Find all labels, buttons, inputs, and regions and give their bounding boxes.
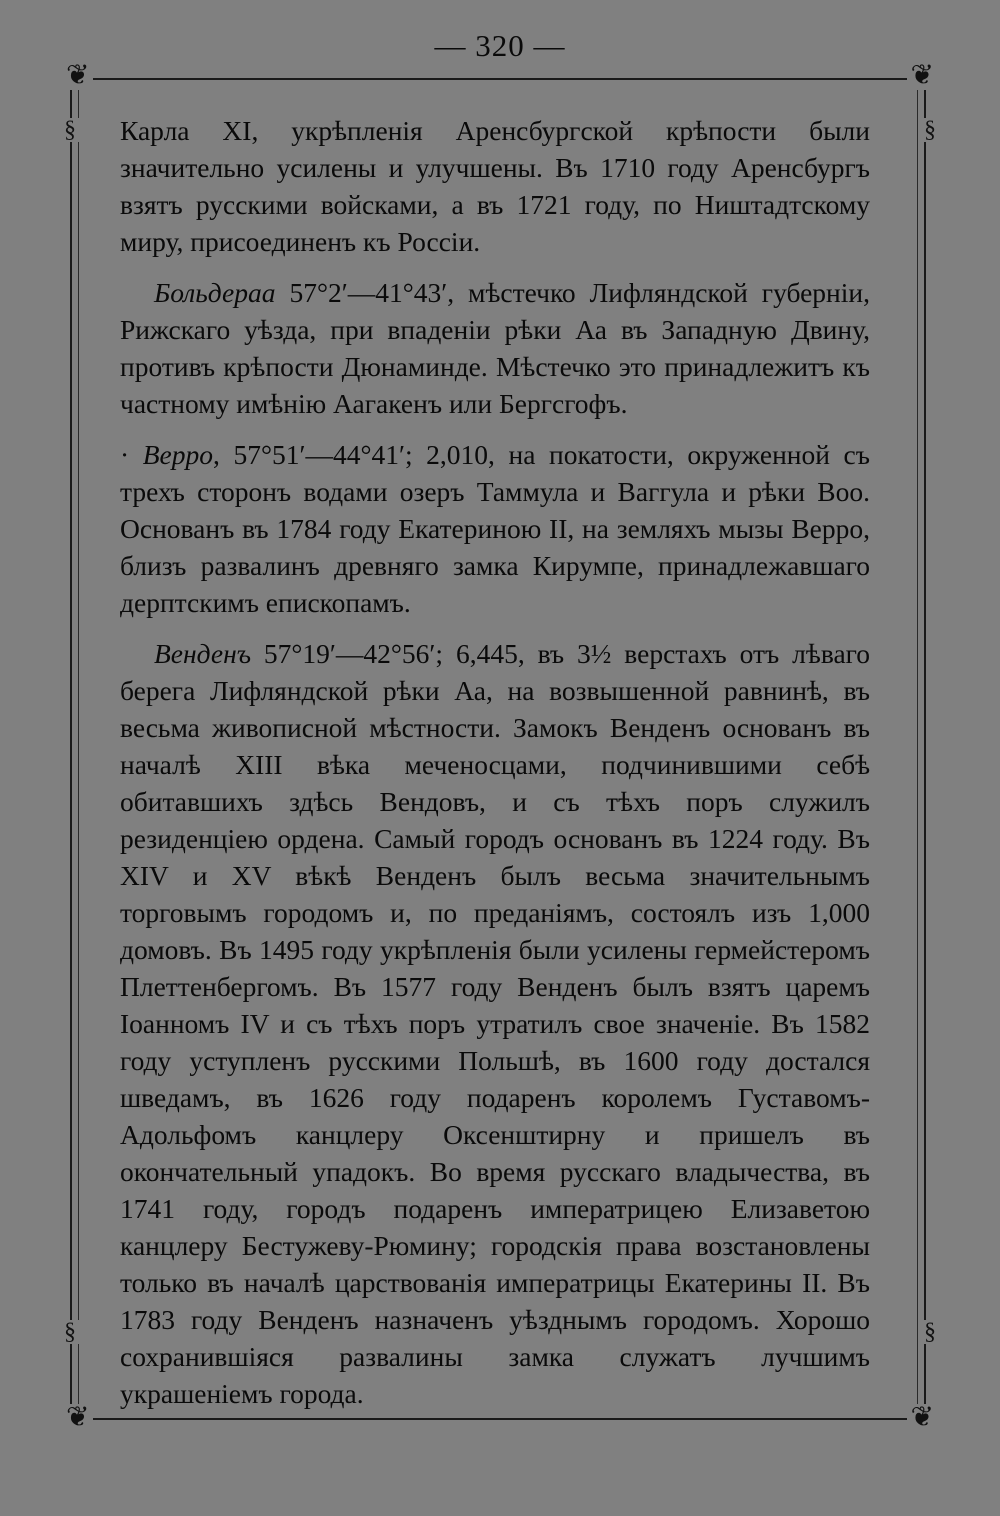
paragraph-entry-bolderaa: [120, 274, 870, 422]
paragraph-text: 57°2′—41°43′, мѣстечко Лифляндской губерніи, Рижскаго уѣзда, при впаденіи рѣки Аа въ Западную Двину, противъ крѣпости Дюнаминде. Мѣстечко это принадлежитъ къ частному имѣнію Аагакенъ или Бергсгофъ.: [120, 277, 870, 419]
body-text: [120, 112, 870, 1426]
entry-name: Верро: [142, 439, 213, 470]
paragraph-text: 57°19′—42°56′; 6,445, въ 3½ верстахъ отъ лѣваго берега Лифляндской рѣки Аа, на возвышенной равнинѣ, въ весьма живописной мѣстности. Замокъ Венденъ основанъ въ началѣ XIII вѣка меченосцами, подчинившими себѣ обитавшихъ здѣсь Вендовъ, и съ тѣхъ поръ служилъ резиденціею ордена. Самый городъ основанъ въ 1224 году. Въ XIV и XV вѣкѣ Венденъ былъ весьма значительнымъ торговымъ городомъ и, по преданіямъ, состоялъ изъ 1,000 домовъ. Въ 1495 году укрѣпленія были усилены гермейстеромъ Плеттенбергомъ. Въ 1577 году Венденъ былъ взятъ царемъ Іоанномъ IV и съ тѣхъ поръ утратилъ свое значеніе. Въ 1582 году уступленъ русскими Польшѣ, въ 1600 году достался шведамъ, въ 1626 году подаренъ королемъ Густавомъ-Адольфомъ канцлеру Оксенштирну и пришелъ въ окончательный упадокъ. Во время русскаго владычества, въ 1741 году, городъ подаренъ императрицею Елизаветою канцлеру Бестужеву-Рюмину; городскія права возстановлены только въ началѣ царствованія императрицы Екатерины II. Въ 1783 году Венденъ назначенъ уѣзднымъ городомъ. Хорошо сохранившіяся развалины замка служатъ лучшимъ украшеніемъ города.: [120, 638, 870, 1409]
corner-ornament-icon: ❦: [907, 1404, 938, 1432]
side-ornament-icon: §: [60, 118, 80, 142]
entry-name: Венденъ: [154, 638, 252, 669]
corner-ornament-icon: ❦: [907, 62, 938, 90]
bullet-mark: ·: [120, 439, 143, 470]
entry-name: Больдераа: [154, 277, 276, 308]
corner-ornament-icon: ❦: [62, 62, 93, 90]
corner-ornament-icon: ❦: [62, 1404, 93, 1432]
paragraph-continuation: [120, 112, 870, 260]
side-ornament-icon: §: [60, 1320, 80, 1344]
paragraph-entry-venden: [120, 635, 870, 1412]
paragraph-text: , 57°51′—44°41′; 2,010, на покатости, окруженной съ трехъ сторонъ водами озеръ Таммула и Ваггула и рѣки Воо. Основанъ въ 1784 году Екатериною II, на земляхъ мызы Верро, близъ развалинъ древняго замка Кирумпе, принадлежавшаго дерптскимъ епископамъ.: [120, 439, 870, 618]
page-number: — 320 —: [434, 28, 566, 63]
paragraph-entry-verro: [120, 436, 870, 621]
side-ornament-icon: §: [920, 1320, 940, 1344]
paragraph-text: Карла XI, укрѣпленія Аренсбургской крѣпости были значительно усилены и улучшены. Въ 1710 году Аренсбургъ взятъ русскими войсками, а въ 1721 году, по Ништадтскому миру, присоединенъ къ Россіи.: [120, 115, 870, 257]
side-ornament-icon: §: [920, 118, 940, 142]
